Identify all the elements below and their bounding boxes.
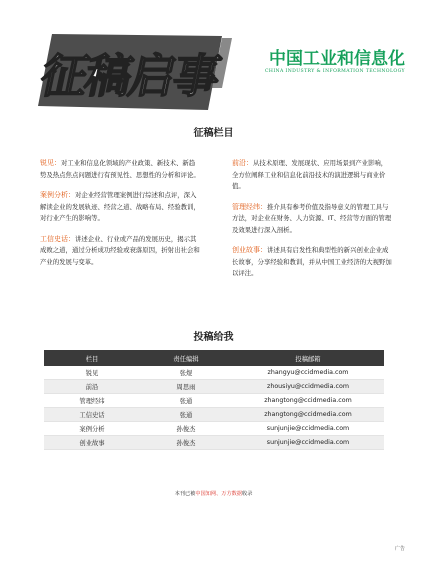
column-head: 工信史话： bbox=[40, 234, 75, 243]
submission-table bbox=[44, 350, 384, 450]
cell-editor: 孙俊杰 bbox=[140, 436, 232, 450]
cell-email[interactable]: sunjunjie@ccidmedia.com bbox=[232, 436, 384, 450]
column-head: 管理经纬： bbox=[232, 202, 267, 211]
table-header-email: 投稿邮箱 bbox=[232, 350, 384, 366]
column-head: 前沿： bbox=[232, 159, 253, 167]
table-row bbox=[44, 394, 384, 408]
table-header-column: 栏目 bbox=[44, 350, 140, 366]
publication-name: 中国工业和信息化 bbox=[269, 49, 405, 69]
cell-column: 前沿 bbox=[44, 380, 140, 394]
table-header-row bbox=[44, 350, 384, 366]
column-item bbox=[232, 158, 392, 193]
cell-column: 管理经纬 bbox=[44, 394, 140, 408]
cell-editor: 张通 bbox=[140, 394, 232, 408]
columns-list bbox=[40, 158, 390, 328]
cell-editor: 张通 bbox=[140, 408, 232, 422]
column-item bbox=[40, 190, 200, 225]
cell-editor: 孙俊杰 bbox=[140, 422, 232, 436]
table-row bbox=[44, 408, 384, 422]
publication-name-en: CHINA INDUSTRY & INFORMATION TECHNOLOGY bbox=[265, 69, 405, 74]
table-row bbox=[44, 366, 384, 380]
column-head: 创业故事： bbox=[232, 246, 267, 254]
cell-editor: 张煜 bbox=[140, 366, 232, 380]
column-body: 从技术原理、发展现状、应用场景到产业影响，全方位阐释工业和信息化前沿技术的演进逻辑与商业价值。 bbox=[232, 159, 388, 190]
columns-left bbox=[40, 158, 200, 277]
cell-email[interactable]: sunjunjie@ccidmedia.com bbox=[232, 422, 384, 436]
column-item bbox=[40, 234, 200, 269]
column-body: 对企业经营管理案例进行综述和点评，深入解读企业的发展轨迹、经营之道、战略布局、经验教训，对行业产生的影响等。 bbox=[40, 191, 200, 222]
cell-email[interactable]: zhousiyu@ccidmedia.com bbox=[232, 380, 384, 394]
column-body: 讲述具有启发性和典型性的新兴创业企业成长故事，分享经验和教训，并从中国工业经济的大视野加以评注。 bbox=[232, 246, 392, 277]
cell-column: 创业故事 bbox=[44, 436, 140, 450]
cell-email[interactable]: zhangtong@ccidmedia.com bbox=[232, 408, 384, 422]
column-item bbox=[232, 202, 392, 237]
column-item bbox=[232, 245, 392, 280]
cell-email[interactable]: zhangtong@ccidmedia.com bbox=[232, 394, 384, 408]
note-prefix: 本刊已被 bbox=[174, 491, 196, 497]
column-head: 锐见： bbox=[40, 159, 61, 167]
columns-section-title: 征稿栏目 bbox=[193, 128, 234, 139]
cell-editor: 周思雨 bbox=[140, 380, 232, 394]
column-body: 对工业和信息化领域的产业政策、新技术、新趋势及热点焦点问题进行有预见性、思想性的分析和评论。 bbox=[40, 159, 200, 179]
page-title: 征稿启事 bbox=[36, 49, 224, 103]
table-row bbox=[44, 422, 384, 436]
cell-email[interactable]: zhangyu@ccidmedia.com bbox=[232, 366, 384, 380]
table-row bbox=[44, 380, 384, 394]
column-body: 推介具有参考价值及指导意义的管理工具与方法，对企业在财务、人力资源、IT、经营等方面的管理及效果进行深入剖析。 bbox=[232, 202, 392, 234]
cell-column: 工信史话 bbox=[44, 408, 140, 422]
cell-column: 案例分析 bbox=[44, 422, 140, 436]
cell-column: 锐见 bbox=[44, 366, 140, 380]
column-head: 案例分析： bbox=[40, 191, 75, 199]
indexing-note bbox=[0, 490, 427, 497]
columns-right bbox=[232, 158, 392, 289]
publication-logo bbox=[265, 50, 405, 74]
note-highlight: 中国知网、万方数据 bbox=[195, 491, 243, 497]
column-body: 讲述企业、行业或产品的发展历史，揭示其成败之道，通过分析成功经验或衰落原因，折射出社会和产业的发展与变革。 bbox=[40, 234, 200, 266]
ad-label: 广告 bbox=[394, 546, 405, 552]
submission-section-title: 投稿给我 bbox=[193, 332, 234, 343]
table-row bbox=[44, 436, 384, 450]
column-item bbox=[40, 158, 200, 181]
table-header-editor: 责任编辑 bbox=[140, 350, 232, 366]
note-suffix: 收录 bbox=[242, 491, 253, 497]
